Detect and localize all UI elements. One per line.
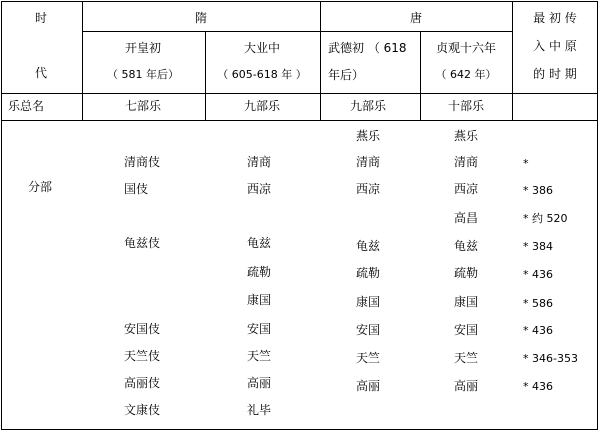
category-label: 分部 <box>28 180 53 194</box>
daye-item: 高丽 <box>246 376 272 390</box>
dynasty-tang: 唐 <box>409 11 423 25</box>
date-item: * 346-353 <box>523 352 578 365</box>
date-item: * 436 <box>523 268 553 281</box>
wude-item: 天竺 <box>355 351 381 365</box>
col-divider-sui <box>205 31 206 120</box>
date-item: * 586 <box>523 297 553 310</box>
zhenguan-item: 清商 <box>453 155 479 169</box>
wude-item: 安国 <box>355 323 381 337</box>
kaihuang-item: 天竺伎 <box>123 349 161 363</box>
zhenguan-item: 康国 <box>453 295 479 309</box>
summary-row-label: 乐总名 <box>8 99 45 113</box>
kaihuang-item: 文康伎 <box>123 403 161 417</box>
summary-wude: 九部乐 <box>349 99 387 113</box>
period-daye-title: 大业中 <box>243 41 281 55</box>
date-item: * <box>523 157 529 170</box>
wude-item: 疏勒 <box>355 266 381 280</box>
zhenguan-item: 天竺 <box>453 351 479 365</box>
era-label-top: 时 <box>34 11 48 25</box>
daye-item: 安国 <box>246 322 272 336</box>
zhenguan-item: 龟兹 <box>453 239 479 253</box>
wude-item: 康国 <box>355 295 381 309</box>
daye-item: 天竺 <box>246 349 272 363</box>
daye-item: 清商 <box>246 155 272 169</box>
period-daye-years: （ 605-618 年 ） <box>217 68 307 81</box>
zhenguan-item: 疏勒 <box>453 266 479 280</box>
zhenguan-item: 高丽 <box>453 379 479 393</box>
daye-item: 康国 <box>246 293 272 307</box>
col-divider-dynasties <box>320 1 321 120</box>
dynasty-sui: 隋 <box>194 11 208 25</box>
col-divider-tang <box>420 31 421 120</box>
first-intro-line-1: 最 初 传 <box>533 11 577 25</box>
zhenguan-item: 安国 <box>453 323 479 337</box>
kaihuang-item: 龟兹伎 <box>123 236 161 250</box>
kaihuang-item: 安国伎 <box>123 322 161 336</box>
wude-item: 西凉 <box>355 182 381 196</box>
wude-item: 高丽 <box>355 379 381 393</box>
kaihuang-item: 清商伎 <box>123 155 161 169</box>
daye-item: 疏勒 <box>246 265 272 279</box>
rule-under-summary <box>1 120 598 121</box>
first-intro-line-2: 入 中 原 <box>533 39 577 53</box>
date-item: * 384 <box>523 240 553 253</box>
wude-item: 清商 <box>355 155 381 169</box>
period-zhenguan-title: 贞观十六年 <box>435 41 497 55</box>
date-item: * 约 520 <box>523 212 568 225</box>
zhenguan-item: 西凉 <box>453 182 479 196</box>
period-wude-title: 武德初 （ 618 <box>328 41 407 55</box>
summary-zhenguan: 十部乐 <box>447 99 485 113</box>
period-kaihuang-title: 开皇初 <box>124 41 162 55</box>
date-item: * 386 <box>523 184 553 197</box>
summary-kaihuang: 七部乐 <box>124 99 162 113</box>
period-zhenguan-years: （ 642 年） <box>435 68 497 81</box>
wude-item: 龟兹 <box>355 239 381 253</box>
table-border-top <box>1 1 598 2</box>
kaihuang-item: 国伎 <box>123 182 149 196</box>
daye-item: 龟兹 <box>246 236 272 250</box>
period-wude-years: 年后） <box>328 68 365 82</box>
first-intro-line-3: 的 时 期 <box>533 67 577 81</box>
daye-item: 西凉 <box>246 182 272 196</box>
col-divider-dates <box>512 1 513 120</box>
summary-daye: 九部乐 <box>243 99 281 113</box>
rule-under-periods <box>1 93 598 94</box>
table-border-bottom <box>1 429 598 430</box>
date-item: * 436 <box>523 324 553 337</box>
table-border-left <box>1 1 2 430</box>
wude-item: 燕乐 <box>355 129 381 143</box>
daye-item: 礼毕 <box>246 403 272 417</box>
zhenguan-item: 燕乐 <box>453 129 479 143</box>
kaihuang-item: 高丽伎 <box>123 376 161 390</box>
zhenguan-item: 高昌 <box>453 211 479 225</box>
period-kaihuang-years: （ 581 年后） <box>107 68 179 81</box>
col-divider-era <box>82 1 83 120</box>
table-border-right <box>597 1 598 430</box>
rule-under-dynasty <box>82 31 512 32</box>
era-label-bottom: 代 <box>34 66 48 80</box>
date-item: * 436 <box>523 380 553 393</box>
